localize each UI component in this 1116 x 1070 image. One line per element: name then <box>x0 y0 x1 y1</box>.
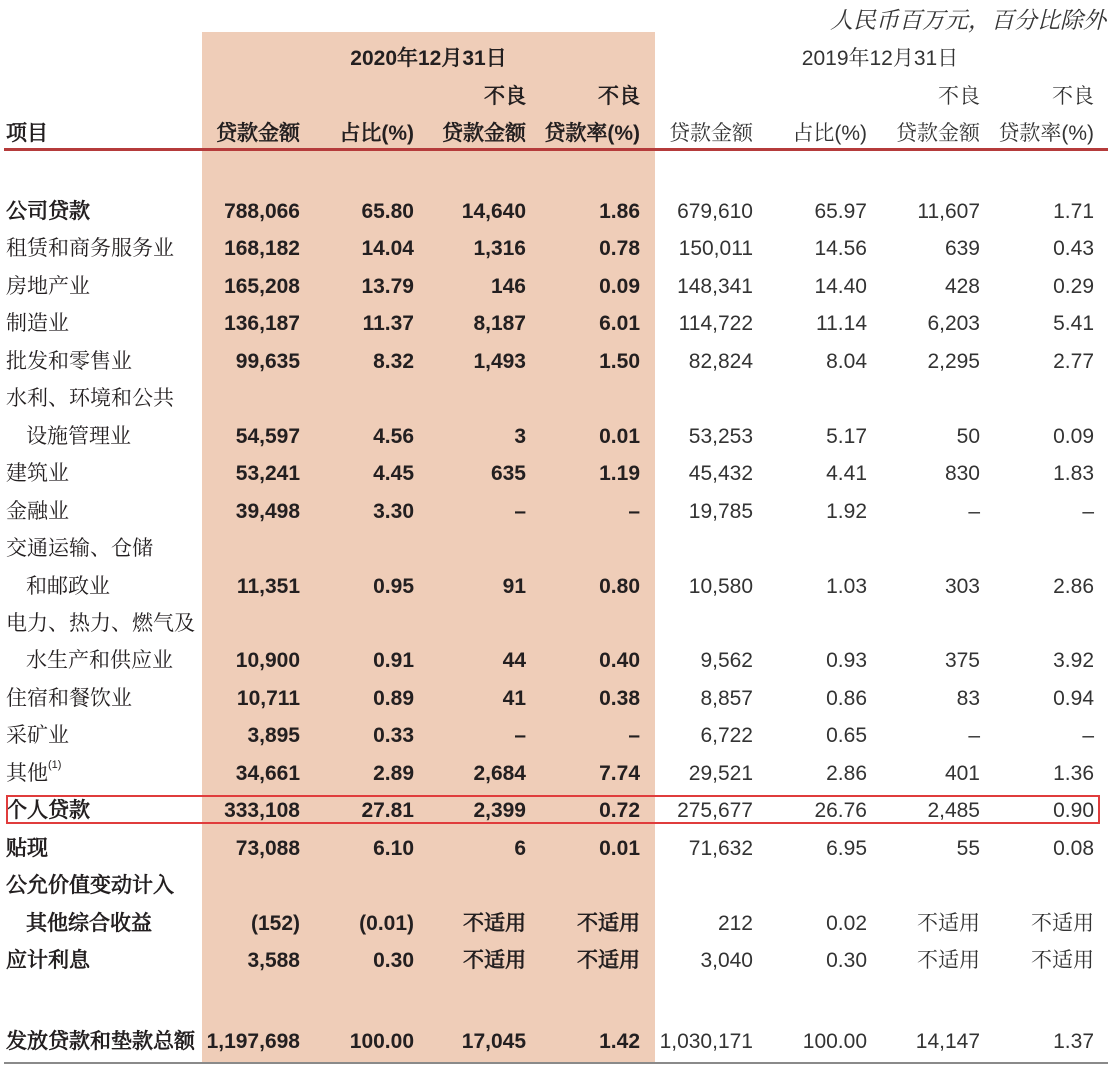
table-row <box>0 906 1116 942</box>
loan-amount-prior <box>650 381 753 417</box>
header-npl-rate-prior: 贷款率(%) <box>998 122 1094 145</box>
npl-amount-current <box>420 531 526 567</box>
share-current <box>310 381 414 417</box>
loan-amount-current: 788,066 <box>224 200 300 223</box>
header-loan-amount-prior: 贷款金额 <box>669 122 753 145</box>
row-label <box>6 868 206 904</box>
loan-amount-current: 165,208 <box>224 274 300 298</box>
share-prior: 6.95 <box>826 836 867 860</box>
total-npl-amount-prior: 14,147 <box>915 1030 980 1053</box>
row-label <box>6 531 206 567</box>
row-label <box>6 494 206 530</box>
npl-rate-current: – <box>628 499 640 523</box>
share-current: 0.89 <box>373 686 414 710</box>
header-npl-amount-prior: 贷款金额 <box>896 122 980 145</box>
header-npl-rate-top-current: 不良 <box>598 85 640 108</box>
loan-amount-prior: 53,253 <box>688 424 753 448</box>
loan-amount-current: 3,895 <box>247 724 300 748</box>
share-current: 0.33 <box>373 724 414 748</box>
table-row <box>0 381 1116 417</box>
npl-rate-prior: 2.77 <box>1053 349 1094 373</box>
row-label <box>6 606 206 642</box>
npl-amount-prior: 不适用 <box>917 911 980 935</box>
loan-amount-current: 34,661 <box>235 761 300 785</box>
npl-rate-current: 1.86 <box>599 200 640 223</box>
table-row <box>0 606 1116 642</box>
row-label <box>6 681 206 717</box>
share-current: 6.10 <box>373 836 414 860</box>
npl-amount-current <box>420 868 526 904</box>
row-label <box>6 344 206 380</box>
npl-amount-prior: 83 <box>956 686 980 710</box>
row-label <box>6 793 206 829</box>
loan-amount-prior: 10,580 <box>688 574 753 598</box>
header-share-current: 占比(%) <box>339 122 414 145</box>
npl-rate-current <box>530 531 640 567</box>
total-npl-rate-prior: 1.37 <box>1053 1030 1094 1053</box>
total-npl-amount-current: 17,045 <box>461 1030 526 1053</box>
loan-amount-current <box>200 381 300 417</box>
npl-rate-prior: 5.41 <box>1053 312 1094 336</box>
npl-rate-current: 0.72 <box>599 799 640 823</box>
loan-amount-current: 168,182 <box>224 237 300 261</box>
npl-rate-current <box>530 606 640 642</box>
loan-amount-prior: 679,610 <box>677 200 753 223</box>
table-row <box>0 643 1116 679</box>
loan-amount-prior: 29,521 <box>688 761 753 785</box>
npl-rate-current <box>530 381 640 417</box>
share-prior: 4.41 <box>826 462 867 486</box>
npl-rate-current: 0.09 <box>599 274 640 298</box>
header-npl-top-prior: 不良 <box>938 85 980 108</box>
loan-amount-current <box>200 531 300 567</box>
npl-amount-prior <box>870 381 980 417</box>
loan-amount-current <box>200 606 300 642</box>
table-row <box>0 231 1116 267</box>
row-label <box>6 456 206 492</box>
loan-amount-current: 99,635 <box>235 349 300 373</box>
npl-amount-current: 41 <box>502 686 526 710</box>
share-prior <box>760 868 867 904</box>
loan-amount-prior: 82,824 <box>688 349 753 373</box>
share-current: 0.30 <box>373 949 414 972</box>
loan-amount-prior <box>650 531 753 567</box>
npl-amount-current: 1,316 <box>473 237 526 261</box>
npl-amount-current: 146 <box>490 274 526 298</box>
npl-amount-prior: 6,203 <box>927 312 980 336</box>
share-prior: 5.17 <box>826 424 867 448</box>
npl-amount-prior <box>870 606 980 642</box>
loan-amount-current: 10,711 <box>236 686 300 710</box>
npl-rate-current: 0.01 <box>599 836 640 860</box>
total-row <box>0 1024 1116 1060</box>
share-current: 4.45 <box>373 462 414 486</box>
loan-amount-current: (152) <box>250 911 300 935</box>
npl-amount-prior: 11,607 <box>917 200 980 223</box>
loan-amount-current: 39,498 <box>235 499 300 523</box>
share-current: 3.30 <box>373 499 414 523</box>
npl-rate-current: 0.80 <box>599 574 640 598</box>
loan-amount-prior <box>650 868 753 904</box>
table-row <box>0 306 1116 342</box>
total-loan-amount-prior: 1,030,171 <box>659 1030 753 1053</box>
npl-rate-prior: 0.08 <box>1053 836 1094 860</box>
share-prior: 2.86 <box>826 761 867 785</box>
loan-amount-prior: 8,857 <box>700 686 753 710</box>
header-loan-amount-current: 贷款金额 <box>216 122 300 145</box>
row-label-text: 租赁和商务服务业 <box>6 237 174 261</box>
row-label-text: 其他综合收益 <box>26 911 152 935</box>
row-label-text: 制造业 <box>6 312 69 336</box>
loan-amount-current: 333,108 <box>224 799 300 823</box>
row-label-text: 水生产和供应业 <box>26 649 173 673</box>
total-loan-amount-current: 1,197,698 <box>206 1030 300 1053</box>
npl-rate-prior: 0.09 <box>1053 424 1094 448</box>
loan-amount-prior: 19,785 <box>688 499 753 523</box>
row-label <box>6 231 206 267</box>
total-label: 发放贷款和垫款总额 <box>6 1030 195 1053</box>
npl-amount-prior: 428 <box>944 274 980 298</box>
share-current: 0.95 <box>373 574 414 598</box>
npl-rate-prior: 0.29 <box>1053 274 1094 298</box>
npl-amount-prior: 830 <box>944 462 980 486</box>
npl-amount-current: 91 <box>502 574 526 598</box>
row-label-text: 电力、热力、燃气及 <box>6 611 195 635</box>
npl-rate-prior: 不适用 <box>1031 949 1094 972</box>
share-current: 8.32 <box>373 349 414 373</box>
header-npl-rate-top-prior: 不良 <box>1052 85 1094 108</box>
npl-rate-current <box>530 868 640 904</box>
table-row <box>0 531 1116 567</box>
npl-amount-prior <box>870 868 980 904</box>
npl-amount-current <box>420 381 526 417</box>
bottom-rule <box>4 1062 1108 1064</box>
npl-amount-prior <box>870 531 980 567</box>
table-row <box>0 494 1116 530</box>
row-label <box>6 718 206 754</box>
loan-amount-prior: 3,040 <box>700 949 753 972</box>
loan-amount-prior: 275,677 <box>677 799 753 823</box>
loan-amount-prior: 6,722 <box>700 724 753 748</box>
npl-rate-prior <box>985 531 1094 567</box>
npl-amount-current: 2,399 <box>473 799 526 823</box>
npl-amount-current: – <box>514 499 526 523</box>
share-current <box>310 606 414 642</box>
npl-rate-prior <box>985 868 1094 904</box>
row-label-text: 交通运输、仓储 <box>6 537 153 561</box>
npl-rate-prior: 1.36 <box>1053 761 1094 785</box>
header-npl-amount-current: 贷款金额 <box>442 122 526 145</box>
loan-amount-prior: 9,562 <box>700 649 753 673</box>
row-label-text: 设施管理业 <box>26 424 131 448</box>
share-prior: 1.03 <box>826 574 867 598</box>
table-row <box>0 269 1116 305</box>
header-share-prior: 占比(%) <box>792 122 867 145</box>
npl-rate-current: 1.19 <box>599 462 640 486</box>
npl-amount-current: 14,640 <box>461 200 526 223</box>
row-label <box>26 419 226 455</box>
npl-amount-current: 1,493 <box>473 349 526 373</box>
share-current <box>310 868 414 904</box>
loan-amount-current: 54,597 <box>235 424 300 448</box>
npl-rate-prior: 3.92 <box>1053 649 1094 673</box>
total-npl-rate-current: 1.42 <box>599 1030 640 1053</box>
share-prior: 26.76 <box>814 799 867 823</box>
npl-amount-prior: 639 <box>944 237 980 261</box>
npl-rate-prior: 0.94 <box>1053 686 1094 710</box>
table-row <box>0 344 1116 380</box>
table-row <box>0 569 1116 605</box>
share-current: 13.79 <box>361 274 414 298</box>
share-prior: 0.30 <box>826 949 867 972</box>
npl-amount-current: 635 <box>490 462 526 486</box>
npl-rate-current: 6.01 <box>599 312 640 336</box>
table-row <box>0 943 1116 979</box>
npl-amount-prior: – <box>968 499 980 523</box>
npl-rate-current: 7.74 <box>599 761 640 785</box>
footnote-marker: (1) <box>48 758 62 771</box>
table-row <box>0 456 1116 492</box>
npl-rate-prior: 1.71 <box>1053 200 1094 223</box>
row-label <box>6 381 206 417</box>
table-row <box>0 194 1116 230</box>
share-prior: 0.93 <box>826 649 867 673</box>
row-label-text: 应计利息 <box>6 949 90 972</box>
share-prior: 8.04 <box>826 349 867 373</box>
npl-amount-current: 3 <box>514 424 526 448</box>
share-prior: 1.92 <box>826 499 867 523</box>
loan-amount-prior: 114,722 <box>678 312 753 336</box>
total-share-prior: 100.00 <box>802 1030 867 1053</box>
loan-amount-prior: 148,341 <box>677 274 753 298</box>
npl-amount-prior: 375 <box>944 649 980 673</box>
table-row <box>0 419 1116 455</box>
npl-rate-current: 不适用 <box>577 911 640 935</box>
npl-rate-current: 0.40 <box>599 649 640 673</box>
header-rule <box>4 148 1108 151</box>
npl-amount-current: 不适用 <box>463 949 526 972</box>
loan-amount-current: 3,588 <box>247 949 300 972</box>
share-prior: 14.56 <box>814 237 867 261</box>
npl-rate-current: 1.50 <box>599 349 640 373</box>
npl-rate-prior: 0.43 <box>1053 237 1094 261</box>
npl-amount-current: 6 <box>514 836 526 860</box>
share-prior <box>760 606 867 642</box>
npl-rate-prior <box>985 381 1094 417</box>
npl-amount-current: 不适用 <box>463 911 526 935</box>
row-label-text: 批发和零售业 <box>6 349 132 373</box>
period-current: 2020年12月31日 <box>350 47 507 70</box>
npl-amount-prior: 不适用 <box>917 949 980 972</box>
npl-rate-current: 不适用 <box>577 949 640 972</box>
row-label-text: 和邮政业 <box>26 574 110 598</box>
loan-amount-current <box>200 868 300 904</box>
header-npl-rate-current: 贷款率(%) <box>544 122 640 145</box>
npl-rate-prior: – <box>1082 724 1094 748</box>
npl-rate-current: 0.01 <box>599 424 640 448</box>
table-row <box>0 718 1116 754</box>
loan-amount-prior <box>650 606 753 642</box>
share-prior <box>760 531 867 567</box>
row-label-text: 采矿业 <box>6 724 69 748</box>
row-label <box>6 756 206 792</box>
row-label-text: 个人贷款 <box>6 799 90 823</box>
share-current: 14.04 <box>361 237 414 261</box>
npl-rate-prior: 不适用 <box>1031 911 1094 935</box>
loan-amount-current: 136,187 <box>224 312 300 336</box>
npl-rate-prior: 2.86 <box>1053 574 1094 598</box>
table-row <box>0 868 1116 904</box>
row-label-text: 水利、环境和公共 <box>6 387 174 411</box>
loan-amount-current: 11,351 <box>236 574 300 598</box>
npl-rate-current: 0.38 <box>599 686 640 710</box>
npl-amount-current: 2,684 <box>473 761 526 785</box>
row-label <box>6 269 206 305</box>
loan-amount-current: 73,088 <box>235 836 300 860</box>
table-row <box>0 681 1116 717</box>
row-label-text: 金融业 <box>6 499 69 523</box>
share-current: 2.89 <box>373 761 414 785</box>
npl-amount-current: 44 <box>502 649 526 673</box>
loan-amount-prior: 212 <box>717 911 753 935</box>
npl-amount-prior: 303 <box>944 574 980 598</box>
loan-amount-current: 53,241 <box>235 462 300 486</box>
share-prior: 0.86 <box>826 686 867 710</box>
loan-amount-prior: 45,432 <box>688 462 753 486</box>
loan-amount-current: 10,900 <box>235 649 300 673</box>
share-prior: 14.40 <box>814 274 867 298</box>
share-prior: 0.65 <box>826 724 867 748</box>
row-label <box>6 306 206 342</box>
header-npl-top-current: 不良 <box>484 85 526 108</box>
npl-amount-current: 8,187 <box>473 312 526 336</box>
period-prior: 2019年12月31日 <box>801 47 959 70</box>
unit-note: 人民币百万元，百分比除外 <box>830 7 1106 33</box>
share-prior: 11.14 <box>816 312 867 336</box>
share-current: 27.81 <box>361 799 414 823</box>
share-current: (0.01) <box>359 911 414 935</box>
row-label <box>6 831 206 867</box>
row-label <box>26 906 226 942</box>
npl-rate-prior <box>985 606 1094 642</box>
npl-amount-prior: 401 <box>944 761 980 785</box>
row-label-text: 房地产业 <box>6 274 90 298</box>
npl-amount-prior: 2,295 <box>927 349 980 373</box>
row-label-text: 建筑业 <box>6 462 69 486</box>
row-label-text: 住宿和餐饮业 <box>6 686 132 710</box>
row-label-text: 公允价值变动计入 <box>6 874 174 898</box>
table-row <box>0 831 1116 867</box>
share-current: 11.37 <box>362 312 414 336</box>
npl-rate-current: 0.78 <box>599 237 640 261</box>
row-label <box>6 194 206 230</box>
loan-amount-prior: 71,632 <box>688 836 753 860</box>
share-current <box>310 531 414 567</box>
npl-amount-prior: 55 <box>956 836 980 860</box>
npl-amount-current: – <box>514 724 526 748</box>
table-row <box>0 793 1116 829</box>
row-label-text: 其他 <box>6 761 48 785</box>
npl-amount-prior: 2,485 <box>927 799 980 823</box>
row-label <box>26 569 226 605</box>
share-prior <box>760 381 867 417</box>
npl-amount-current <box>420 606 526 642</box>
row-label-text: 贴现 <box>6 836 48 860</box>
share-prior: 0.02 <box>826 911 867 935</box>
npl-amount-prior: 50 <box>956 424 980 448</box>
npl-rate-prior: 0.90 <box>1053 799 1094 823</box>
share-current: 65.80 <box>361 200 414 223</box>
npl-rate-prior: 1.83 <box>1053 462 1094 486</box>
header-item: 项目 <box>6 122 48 145</box>
row-label <box>26 643 226 679</box>
table-row <box>0 756 1116 792</box>
npl-amount-prior: – <box>968 724 980 748</box>
npl-rate-current: – <box>628 724 640 748</box>
row-label-text: 公司贷款 <box>6 200 90 223</box>
share-current: 0.91 <box>373 649 414 673</box>
share-prior: 65.97 <box>814 200 867 223</box>
loan-amount-prior: 150,011 <box>678 237 753 261</box>
row-label <box>6 943 206 979</box>
total-share-current: 100.00 <box>349 1030 414 1053</box>
share-current: 4.56 <box>373 424 414 448</box>
npl-rate-prior: – <box>1082 499 1094 523</box>
